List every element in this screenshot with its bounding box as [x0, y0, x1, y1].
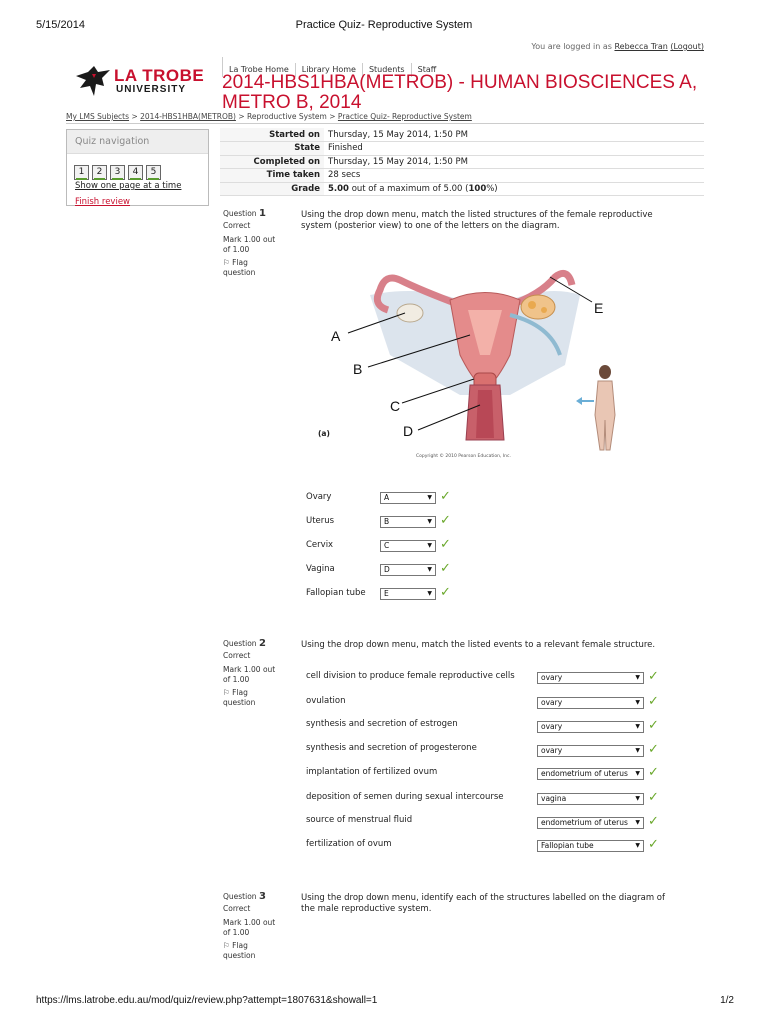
finish-review-link[interactable]: Finish review — [75, 197, 131, 207]
q2-item-label: cell division to produce female reproductive cells — [306, 671, 515, 681]
diagram-label-b: B — [353, 361, 363, 377]
correct-check-icon: ✓ — [440, 513, 451, 528]
quiz-nav-button-label: 5 — [150, 167, 157, 177]
question-1-text — [301, 210, 701, 232]
grade-percent: 100 — [468, 183, 487, 194]
q1-answer-select[interactable] — [380, 516, 436, 528]
question-word: Question — [223, 892, 257, 901]
flag-icon: ⚐ — [223, 688, 230, 697]
answered-bar — [148, 178, 159, 180]
nav-latrobe-home[interactable]: La Trobe Home — [223, 63, 296, 77]
question-mark: Mark 1.00 out — [223, 918, 276, 927]
q2-item-label: synthesis and secretion of estrogen — [306, 719, 458, 729]
quiz-nav-button-2[interactable] — [92, 165, 107, 180]
dropdown-arrow-icon: ▼ — [635, 723, 640, 730]
print-footer-url: https://lms.latrobe.edu.au/mod/quiz/review.php?attempt=1807631&showall=1 — [36, 995, 378, 1006]
correct-check-icon: ✓ — [648, 790, 659, 805]
dropdown-arrow-icon: ▼ — [635, 819, 640, 826]
q2-answer-select[interactable] — [537, 745, 644, 757]
summary-key: Started on — [220, 128, 324, 142]
grade-score: 5.00 — [328, 183, 349, 194]
grade-end: %) — [486, 183, 498, 194]
question-text-line: Using the drop down menu, identify each of the structures labelled on the diagram of — [301, 893, 665, 903]
summary-row-completed — [220, 155, 704, 169]
correct-check-icon: ✓ — [648, 837, 659, 852]
question-2-text: Using the drop down menu, match the listed events to a relevant female structure. — [301, 640, 656, 650]
q2-item-label: deposition of semen during sexual intercourse — [306, 792, 504, 802]
diagram-label-c: C — [390, 398, 401, 414]
question-word: Question — [223, 209, 257, 218]
q1-item-label: Fallopian tube — [306, 588, 366, 598]
quiz-nav-button-label: 2 — [96, 167, 103, 177]
question-text-line: Using the drop down menu, match the listed structures of the female reproductive — [301, 210, 653, 220]
nav-library-home[interactable]: Library Home — [296, 63, 363, 77]
correct-check-icon: ✓ — [648, 742, 659, 757]
correct-check-icon: ✓ — [440, 537, 451, 552]
logo-line1: LA TROBE — [114, 66, 205, 85]
select-value: B — [384, 517, 390, 526]
select-value: ovary — [541, 673, 563, 682]
question-2-info — [223, 639, 293, 708]
answered-bar — [94, 178, 105, 180]
q2-answer-select[interactable] — [537, 768, 644, 780]
select-value: Fallopian tube — [541, 841, 594, 850]
question-word: Question — [223, 639, 257, 648]
question-1-info — [223, 209, 293, 278]
q1-item-label: Cervix — [306, 540, 334, 550]
breadcrumb-quiz[interactable]: Practice Quiz- Reproductive System — [337, 112, 472, 121]
flag-label: Flag — [232, 258, 248, 267]
q2-item-label: synthesis and secretion of progesterone — [306, 743, 477, 753]
q1-item-label: Ovary — [306, 492, 332, 502]
breadcrumb-sep: > — [238, 112, 245, 121]
q2-answer-select[interactable] — [537, 817, 644, 829]
quiz-nav-button-label: 4 — [132, 167, 139, 177]
q1-answer-select[interactable] — [380, 588, 436, 600]
question-number: 1 — [258, 208, 266, 219]
q2-item-label: implantation of fertilized ovum — [306, 767, 438, 777]
diagram-part-label: (a) — [318, 429, 330, 438]
flag-label-2: question — [223, 698, 256, 707]
logout-link[interactable]: (Logout) — [670, 42, 704, 51]
question-mark: Mark 1.00 out — [223, 235, 276, 244]
summary-value: 28 secs — [324, 169, 704, 183]
q2-answer-select[interactable] — [537, 697, 644, 709]
question-mark: Mark 1.00 out — [223, 665, 276, 674]
diagram-label-a: A — [331, 328, 341, 344]
uterus-illustration — [310, 255, 630, 465]
eagle-icon — [74, 64, 112, 98]
question-status: Correct — [223, 904, 251, 913]
select-value: E — [384, 589, 389, 598]
select-value: vagina — [541, 794, 567, 803]
summary-value: Thursday, 15 May 2014, 1:50 PM — [324, 155, 704, 169]
quiz-nav-button-5[interactable] — [146, 165, 161, 180]
login-prefix: You are logged in as — [531, 42, 612, 51]
print-title: Practice Quiz- Reproductive System — [295, 19, 473, 31]
quiz-nav-button-label: 3 — [114, 167, 121, 177]
summary-row-time — [220, 169, 704, 183]
q2-answer-select[interactable] — [537, 672, 644, 684]
correct-check-icon: ✓ — [648, 669, 659, 684]
summary-row-grade — [220, 182, 704, 196]
breadcrumb-sep: > — [329, 112, 336, 121]
grade-value — [324, 182, 704, 196]
q2-answer-select[interactable] — [537, 793, 644, 805]
question-text-line: the male reproductive system. — [301, 904, 432, 914]
flag-label-2: question — [223, 951, 256, 960]
question-3-text — [301, 893, 701, 915]
diagram-label-d: D — [403, 423, 414, 439]
quiz-nav-button-label: 1 — [78, 167, 85, 177]
flag-label: Flag — [232, 941, 248, 950]
q1-answer-select[interactable] — [380, 564, 436, 576]
dropdown-arrow-icon: ▼ — [635, 795, 640, 802]
breadcrumb-sep: > — [131, 112, 138, 121]
select-value: C — [384, 541, 390, 550]
q1-item-label: Vagina — [306, 564, 335, 574]
quiz-nav-button-4[interactable] — [128, 165, 143, 180]
select-value: ovary — [541, 746, 563, 755]
q1-answer-select[interactable] — [380, 540, 436, 552]
correct-check-icon: ✓ — [648, 814, 659, 829]
login-info — [531, 42, 704, 51]
logo-line2: UNIVERSITY — [116, 84, 187, 95]
summary-value: Finished — [324, 142, 704, 156]
breadcrumb-topic: Reproductive System — [247, 112, 327, 121]
flag-label-2: question — [223, 268, 256, 277]
grade-rest: out of a maximum of 5.00 ( — [351, 183, 469, 194]
dropdown-arrow-icon: ▼ — [635, 699, 640, 706]
dropdown-arrow-icon: ▼ — [427, 542, 432, 549]
print-date: 5/15/2014 — [36, 19, 85, 31]
show-one-page-link[interactable]: Show one page at a time — [75, 181, 182, 191]
nav-students[interactable]: Students — [363, 63, 412, 77]
dropdown-arrow-icon: ▼ — [635, 770, 640, 777]
question-text-line: system (posterior view) to one of the letters on the diagram. — [301, 221, 560, 231]
q2-item-label: source of menstrual fluid — [306, 815, 413, 825]
summary-key: Grade — [220, 182, 324, 196]
question-mark-total: of 1.00 — [223, 245, 250, 254]
question-status: Correct — [223, 221, 251, 230]
summary-key: Completed on — [220, 155, 324, 169]
select-value: D — [384, 565, 390, 574]
print-footer-page: 1/2 — [720, 995, 734, 1006]
correct-check-icon: ✓ — [440, 561, 451, 576]
flag-label: Flag — [232, 688, 248, 697]
answered-bar — [112, 178, 123, 180]
quiz-nav-title: Quiz navigation — [67, 130, 208, 154]
user-link[interactable]: Rebecca Tran — [614, 42, 668, 51]
quiz-nav-button-3[interactable] — [110, 165, 125, 180]
dropdown-arrow-icon: ▼ — [427, 590, 432, 597]
quiz-navigation-block — [66, 129, 209, 206]
dropdown-arrow-icon: ▼ — [427, 518, 432, 525]
q1-item-label: Uterus — [306, 516, 335, 526]
dropdown-arrow-icon: ▼ — [635, 674, 640, 681]
female-reproductive-diagram — [310, 255, 630, 465]
q1-answer-select[interactable] — [380, 492, 436, 504]
summary-row-started — [220, 128, 704, 142]
breadcrumb — [66, 112, 472, 121]
select-value: endometrium of uterus — [541, 769, 628, 778]
correct-check-icon: ✓ — [440, 585, 451, 600]
breadcrumb-course[interactable]: 2014-HBS1HBA(METROB) — [140, 112, 236, 121]
diagram-copyright: Copyright © 2010 Pearson Education, Inc. — [416, 454, 511, 459]
correct-check-icon: ✓ — [648, 765, 659, 780]
q2-item-label: ovulation — [306, 696, 346, 706]
q2-item-label: fertilization of ovum — [306, 839, 392, 849]
quiz-nav-button-1[interactable] — [74, 165, 89, 180]
flag-question-button[interactable] — [223, 941, 293, 951]
question-number: 3 — [258, 891, 266, 902]
breadcrumb-lms-subjects[interactable]: My LMS Subjects — [66, 112, 130, 121]
question-status: Correct — [223, 651, 251, 660]
question-mark-total: of 1.00 — [223, 675, 250, 684]
summary-key: State — [220, 142, 324, 156]
select-value: ovary — [541, 698, 563, 707]
summary-key: Time taken — [220, 169, 324, 183]
dropdown-arrow-icon: ▼ — [635, 842, 640, 849]
latrobe-logo[interactable] — [74, 64, 214, 100]
dropdown-arrow-icon: ▼ — [427, 566, 432, 573]
flag-icon: ⚐ — [223, 941, 230, 950]
select-value: A — [384, 493, 390, 502]
nav-staff[interactable]: Staff — [417, 65, 437, 74]
answered-bar — [76, 178, 87, 180]
question-mark-total: of 1.00 — [223, 928, 250, 937]
summary-value: Thursday, 15 May 2014, 1:50 PM — [324, 128, 704, 142]
summary-row-state — [220, 142, 704, 156]
attempt-summary-table — [220, 128, 704, 196]
diagram-label-e: E — [594, 300, 604, 316]
select-value: endometrium of uterus — [541, 818, 628, 827]
q2-answer-select[interactable] — [537, 840, 644, 852]
flag-question-button[interactable] — [223, 258, 293, 268]
question-3-info — [223, 892, 293, 961]
correct-check-icon: ✓ — [440, 489, 451, 504]
q2-answer-select[interactable] — [537, 721, 644, 733]
flag-icon: ⚐ — [223, 258, 230, 267]
course-title: 2014-HBS1HBA(METROB) - HUMAN BIOSCIENCES A, METRO B, 2014 — [222, 72, 698, 113]
correct-check-icon: ✓ — [648, 718, 659, 733]
breadcrumb-divider — [66, 123, 704, 124]
dropdown-arrow-icon: ▼ — [635, 747, 640, 754]
dropdown-arrow-icon: ▼ — [427, 494, 432, 501]
answered-bar — [130, 178, 141, 180]
correct-check-icon: ✓ — [648, 694, 659, 709]
flag-question-button[interactable] — [223, 688, 293, 698]
select-value: ovary — [541, 722, 563, 731]
question-number: 2 — [258, 638, 266, 649]
